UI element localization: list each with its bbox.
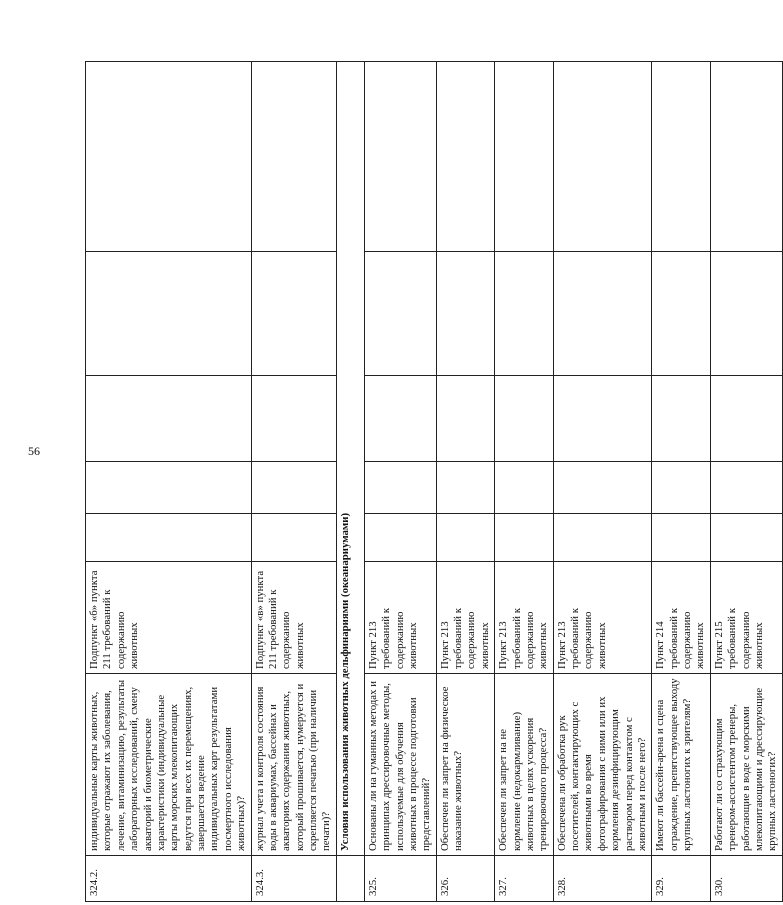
- note-cell: [652, 62, 711, 252]
- table-row: [652, 62, 711, 902]
- table-row: [495, 62, 554, 902]
- table-row: [364, 62, 436, 902]
- question-cell: Обеспечен ли запрет на не кормление (недокармливание) животных в целях ускорения тренировочного процесса?: [495, 674, 554, 856]
- answer-cell: [495, 252, 554, 376]
- answer-cell: [436, 376, 495, 462]
- requirement-cell: Пункт 213 требований к содержанию животных: [436, 562, 495, 674]
- answer-cell: [364, 462, 436, 514]
- answer-cell: [652, 376, 711, 462]
- answer-cell: [553, 252, 652, 376]
- row-number: [336, 856, 364, 902]
- answer-cell: [86, 514, 252, 562]
- requirement-cell: Подпункт «б» пункта 211 требований к содержанию животных: [86, 562, 252, 674]
- checklist-table: [85, 62, 779, 902]
- note-cell: [86, 62, 252, 252]
- note-cell: [436, 62, 495, 252]
- answer-cell: [436, 514, 495, 562]
- answer-cell: [710, 462, 782, 514]
- answer-cell: [364, 376, 436, 462]
- requirement-cell: Пункт 214 требований к содержанию животных: [652, 562, 711, 674]
- row-number: 326.: [436, 856, 495, 902]
- answer-cell: [495, 514, 554, 562]
- answer-cell: [553, 514, 652, 562]
- question-cell: Обеспечен ли запрет на физическое наказание животных?: [436, 674, 495, 856]
- note-cell: [710, 62, 782, 252]
- answer-cell: [495, 376, 554, 462]
- row-number: 324.2.: [86, 856, 252, 902]
- answer-cell: [710, 376, 782, 462]
- row-number: 327.: [495, 856, 554, 902]
- requirement-cell: Пункт 215 требований к содержанию животных: [710, 562, 782, 674]
- row-number: 325.: [364, 856, 436, 902]
- answer-cell: [251, 376, 336, 462]
- requirement-cell: Пункт 213 требований к содержанию животных: [364, 562, 436, 674]
- question-cell: журнал учета и контроля состояния воды в аквариумах, бассейнах и акваториях содержания животных, который прошивается, нумеруется и скрепляется печатью (при наличии печати)?: [251, 674, 336, 856]
- note-cell: [553, 62, 652, 252]
- table-row: [251, 62, 336, 902]
- note-cell: [364, 62, 436, 252]
- note-cell: [495, 62, 554, 252]
- answer-cell: [436, 462, 495, 514]
- answer-cell: [553, 376, 652, 462]
- row-number: 330.: [710, 856, 782, 902]
- answer-cell: [364, 252, 436, 376]
- answer-cell: [364, 514, 436, 562]
- answer-cell: [553, 462, 652, 514]
- question-cell: Основаны ли на гуманных методах и принципах дрессировочные методы, используемые для обучения животных в процессе подготовки представлений?: [364, 674, 436, 856]
- page-number: 56: [28, 444, 40, 458]
- answer-cell: [86, 252, 252, 376]
- answer-cell: [710, 514, 782, 562]
- table-row: [710, 62, 782, 902]
- section-heading-row: [336, 62, 364, 902]
- section-heading: Условия использования животных дельфинариями (океанариумами): [336, 62, 364, 856]
- answer-cell: [86, 376, 252, 462]
- answer-cell: [652, 462, 711, 514]
- requirement-cell: Пункт 213 требований к содержанию животных: [495, 562, 554, 674]
- question-cell: Работают ли со страхующим тренером-ассистентом тренеры, работающие в воде с морскими млекопитающими и дрессирующие крупных ластоногих?: [710, 674, 782, 856]
- answer-cell: [86, 462, 252, 514]
- question-cell: Имеют ли бассейн-арена и сцена ограждение, препятствующее выходу крупных ластоногих к зрителям?: [652, 674, 711, 856]
- answer-cell: [251, 462, 336, 514]
- question-cell: индивидуальные карты животных, которые отражают их заболевания, лечение, витаминизацию, результаты лабораторных исследований, смену акваторий и биометрические характеристики (индивидуальные карты морских млекопитающих ведутся при всех их перемещениях, завершается ведение индивидуальных карт результатами посмертного исследования животных)?: [86, 674, 252, 856]
- requirement-cell: Подпункт «в» пункта 211 требований к содержанию животных: [251, 562, 336, 674]
- answer-cell: [652, 514, 711, 562]
- answer-cell: [436, 252, 495, 376]
- table-row: [86, 62, 252, 902]
- question-cell: Обеспечена ли обработка рук посетителей, контактирующих с животными во время фотографирования с ними или их кормления дезинфицирующим раствором перед контактом с животным и после него?: [553, 674, 652, 856]
- table-viewport: [85, 62, 779, 902]
- note-cell: [251, 62, 336, 252]
- row-number: 329.: [652, 856, 711, 902]
- answer-cell: [251, 252, 336, 376]
- row-number: 328.: [553, 856, 652, 902]
- table-row: [553, 62, 652, 902]
- answer-cell: [652, 252, 711, 376]
- answer-cell: [251, 514, 336, 562]
- requirement-cell: Пункт 213 требований к содержанию животных: [553, 562, 652, 674]
- answer-cell: [710, 252, 782, 376]
- answer-cell: [495, 462, 554, 514]
- row-number: 324.3.: [251, 856, 336, 902]
- table-row: [436, 62, 495, 902]
